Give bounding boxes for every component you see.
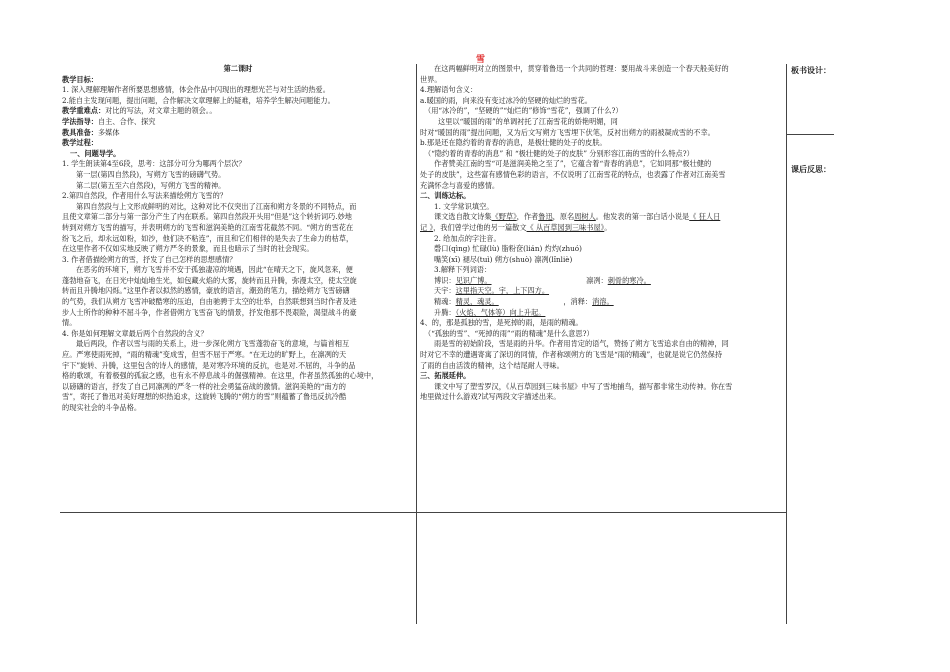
body-line: 2. 给加点的字注音。 (434, 233, 501, 243)
body-line: 4、的，那是孤独的雪，是死掉的雨，是雨的精魂。 (420, 318, 583, 328)
body-line: 了雨的自由活泼的精神，这个结尾耐人寻味。 (420, 360, 564, 370)
body-line: 且使文章第二部分与第一部分产生了内在联系。第四自然段开头用“但是”这个转折词巧.妙地 (62, 212, 352, 222)
body-line: （“隐约着的青春的消息” 和 “极壮健的处子的皮肤” 分别形容江南的雪的什么特点?） (424, 148, 694, 158)
body-line: 应。严寒使雨死掉，“雨的精魂”变成雪，但雪不屈于严寒。“在无边的旷野上，在凛冽的天 (62, 350, 347, 360)
body-line: 雪”，寄托了鲁迅对美好理想的炽热追求，这旋转飞腾的“朔方的雪”则蕴蓄了鲁迅反抗冷酷 (62, 392, 347, 402)
column-divider (416, 64, 417, 624)
body-line: 情。 (62, 318, 77, 328)
bottom-rule-left (60, 512, 416, 513)
body-line: 第四自然段与上文形成鲜明的对比，这种对比不仅突出了江南和朔方冬景的不同特点，而 (76, 201, 357, 211)
definition-line: 升腾：（火焰、气体等）向上升起。 (434, 307, 546, 317)
body-line: 世界。 (420, 74, 442, 84)
body-line: 时对它不幸的遭遇寄寓了深切的同情，作者称颂朔方的飞雪是“雨的精魂”，也就是说它仍然保持 (420, 350, 723, 360)
key-points: 教学重难点：对比的写法，对文章主题的领会。。 (62, 106, 217, 116)
body-line: 3.解释下列词语： (434, 265, 492, 275)
fill-line: 记 》，我们曾学过他的另一篇散文《 从百草园到三味书屋》。 (420, 222, 612, 232)
body-line: 2.第四自然段，作者用什么写法来描绘朔方飞雪的？ (62, 191, 227, 201)
method: 学法指导：自主、合作、探究 (62, 116, 156, 126)
goal-line: 1. 深入理解理解作者所要思想感情，体会作品中闪现出的理想光芒与对生活的热爱。 (62, 85, 330, 95)
body-line: 课文中写了塑雪罗汉，《从百草园到三味书屋》中写了雪地捕鸟，描写都非常生动传神。你在雪 (434, 381, 733, 391)
body-line: （用“冰冷的”，“坚硬的”“灿烂的”修饰“雪花”，强调了什么?） (424, 106, 623, 116)
board-design-label: 板书设计： (791, 65, 831, 75)
body-line: 转而且升腾地闪烁。”这里作者以拟然的感情，豪放的语言，潮劲的笔力，描绘朔方飞雪磅礴 (62, 286, 350, 296)
body-line: 时对“暖国的雨”提出问题，又为后文写朔方飞雪埋下伏笔，反衬出朔方的雨被凝成雪的不幸。 (420, 127, 715, 137)
body-line: 雨是雪的初始阶段，雪是雨的升华。作者用肯定的语气，赞扬了朔方飞雪追求自由的精神，同 (434, 339, 729, 349)
body-line: 在这两幅鲜明对立的图景中，贯穿着鲁迅一个共同的哲理：要用战斗来创造一个春天般美好的 (434, 64, 729, 73)
body-line: 1. 文学常识填空。 (434, 201, 494, 211)
body-line: 的气势，我们从朔方飞雪冲破酷寒的压迫，自由驰骋于太空的壮举，自然联想到当时作者及进 (62, 297, 357, 307)
definition-line: 博识：见识广博。 凛冽：刺骨的寒冷。 (434, 275, 651, 285)
body-line: 作者赞美江南的雪“可是滋润美艳之至了”，它蕴含着“青春的消息”，它如同那“极壮健的 (434, 159, 712, 169)
body-line: 宇下”旋转、升腾，这里包含的诗人的感情，是对寒冷环境的反抗，也是对.不屈的，斗争的品 (62, 360, 356, 370)
body-line: 格的歌颂，有着极强的孤寂之感，也有永不停息战斗的倔强精神。在这里，作者虽然孤独的心境中， (62, 371, 379, 381)
definition-line: 天宇：这里指天空。宇，上下四方。 (434, 286, 550, 296)
process-heading: 教学过程： (62, 138, 98, 148)
body-line: 蓬勃地奋飞，在日光中灿灿地生光，如包藏火焰的大雾，旋转而且升腾，弥漫太空，使太空旋 (62, 275, 357, 285)
body-line: 步人士所作的种种不屈斗争，作者借朔方飞雪奋飞的情景，抒发他那不畏艰险，渴望战斗的豪 (62, 307, 357, 317)
body-line: 充满怀念与喜爱的感情。 (420, 180, 500, 190)
lesson-title: 第二课时 (223, 64, 253, 73)
section-heading: 一、问题导学。 (70, 148, 121, 158)
right-column (420, 64, 784, 403)
goal-line: 2.能自主发现问题，提出问题，合作解决文章理解上的疑难，培养学生解决问题能力。 (62, 95, 335, 105)
doc-title: 雪 (476, 55, 486, 65)
body-line: 第二层(第五至六自然段)，写朔方飞雪的精神。 (76, 180, 226, 190)
body-line: 4.理解语句含义： (420, 85, 478, 95)
side-rule (786, 134, 834, 135)
body-line: 转到对朔方飞雪的描写，并表明朔方的飞雪和滋润美艳的江南雪花截然不同。“朔方的雪花在 (62, 222, 354, 232)
section-heading: 三、拓展延伸。 (420, 371, 471, 381)
body-line: 地里做过什么游戏?试写两段文字描述出来。 (420, 392, 561, 402)
body-line: 4. 你是如何理解文章最后两个自然段的含义？ (62, 328, 208, 338)
body-line: 3. 作者借描绘朔方的雪，抒发了自己怎样的思想感情？ (62, 254, 237, 264)
prep: 教具准备：多媒体 (62, 127, 120, 137)
body-line: 这里以“暖国的雨”的单调衬托了江南雪花的娇艳明媚，同 (438, 116, 618, 126)
body-line: a.暖国的雨，向来没有变过冰冷的坚硬的灿烂的雪花。 (420, 95, 592, 105)
reflection-label: 课后反思： (791, 164, 831, 174)
body-line: 处子的皮肤”，这些富有感情色彩的语言，不仅说明了江南雪花的特点，也表露了作者对江南美雪 (420, 169, 726, 179)
body-line: 纷飞之后，却永远如粉，如沙，他们决不粘连”，而且和它们相伴的是失去了生命力的枯草， (62, 233, 354, 243)
bottom-rule-right (416, 512, 786, 513)
pinyin-line: 嘴笑(xī) 褪尽(tuì) 朔方(shuò) 凛冽(lǐnliè) (434, 254, 573, 264)
body-line: 在这里作者不仅如实地反映了朔方严冬的景象，而且也暗示了当时的社会现实。 (62, 244, 314, 254)
side-divider (786, 64, 787, 624)
body-line: 以磅礴的语言，抒发了自己同凛冽的严冬一样的社会勇猛奋战的激情。滋润美艳的“南方的 (62, 381, 346, 391)
body-line: 在恶劣的环境下，朔方飞雪并不安于孤独凄凉的境遇，因此“在晴天之下，旋风忽来，便 (76, 265, 353, 275)
definition-line: 精魂：精灵，魂灵。 ，消释：消溶。 (434, 297, 614, 307)
body-line: 第一层(第四自然段)，写朔方飞雪的磅礴气势。 (76, 169, 226, 179)
section-heading: 二、训练达标。 (420, 191, 471, 201)
body-line: 最后两段，作者以雪与雨的关系上，进一步深化朔方飞雪蓬勃奋飞的意境，与篇首相互 (76, 339, 350, 349)
body-line: 的现实社会的斗争品格。 (62, 403, 142, 412)
fill-line: 课文选自散文诗集《野草》，作者鲁迅，原名周树人。他发表的第一部白话小说是《 狂人日 (434, 212, 721, 222)
goals-heading: 教学目标： (62, 74, 98, 84)
left-column (62, 64, 414, 414)
body-line: 1. 学生朗读第4至6段，思考：这部分可分为哪两个层次？ (62, 159, 246, 169)
pinyin-line: 磬口(qìng) 忙碌(lù) 脂粉奁(lián) 灼灼(zhuó) (434, 244, 582, 254)
body-line: （“孤独的雪”、“死掉的雨”“雨的精魂”是什么意思?） (424, 328, 594, 338)
body-line: b.那是还在隐约着的青春的消息，是极壮健的处子的皮肤。 (420, 138, 607, 148)
